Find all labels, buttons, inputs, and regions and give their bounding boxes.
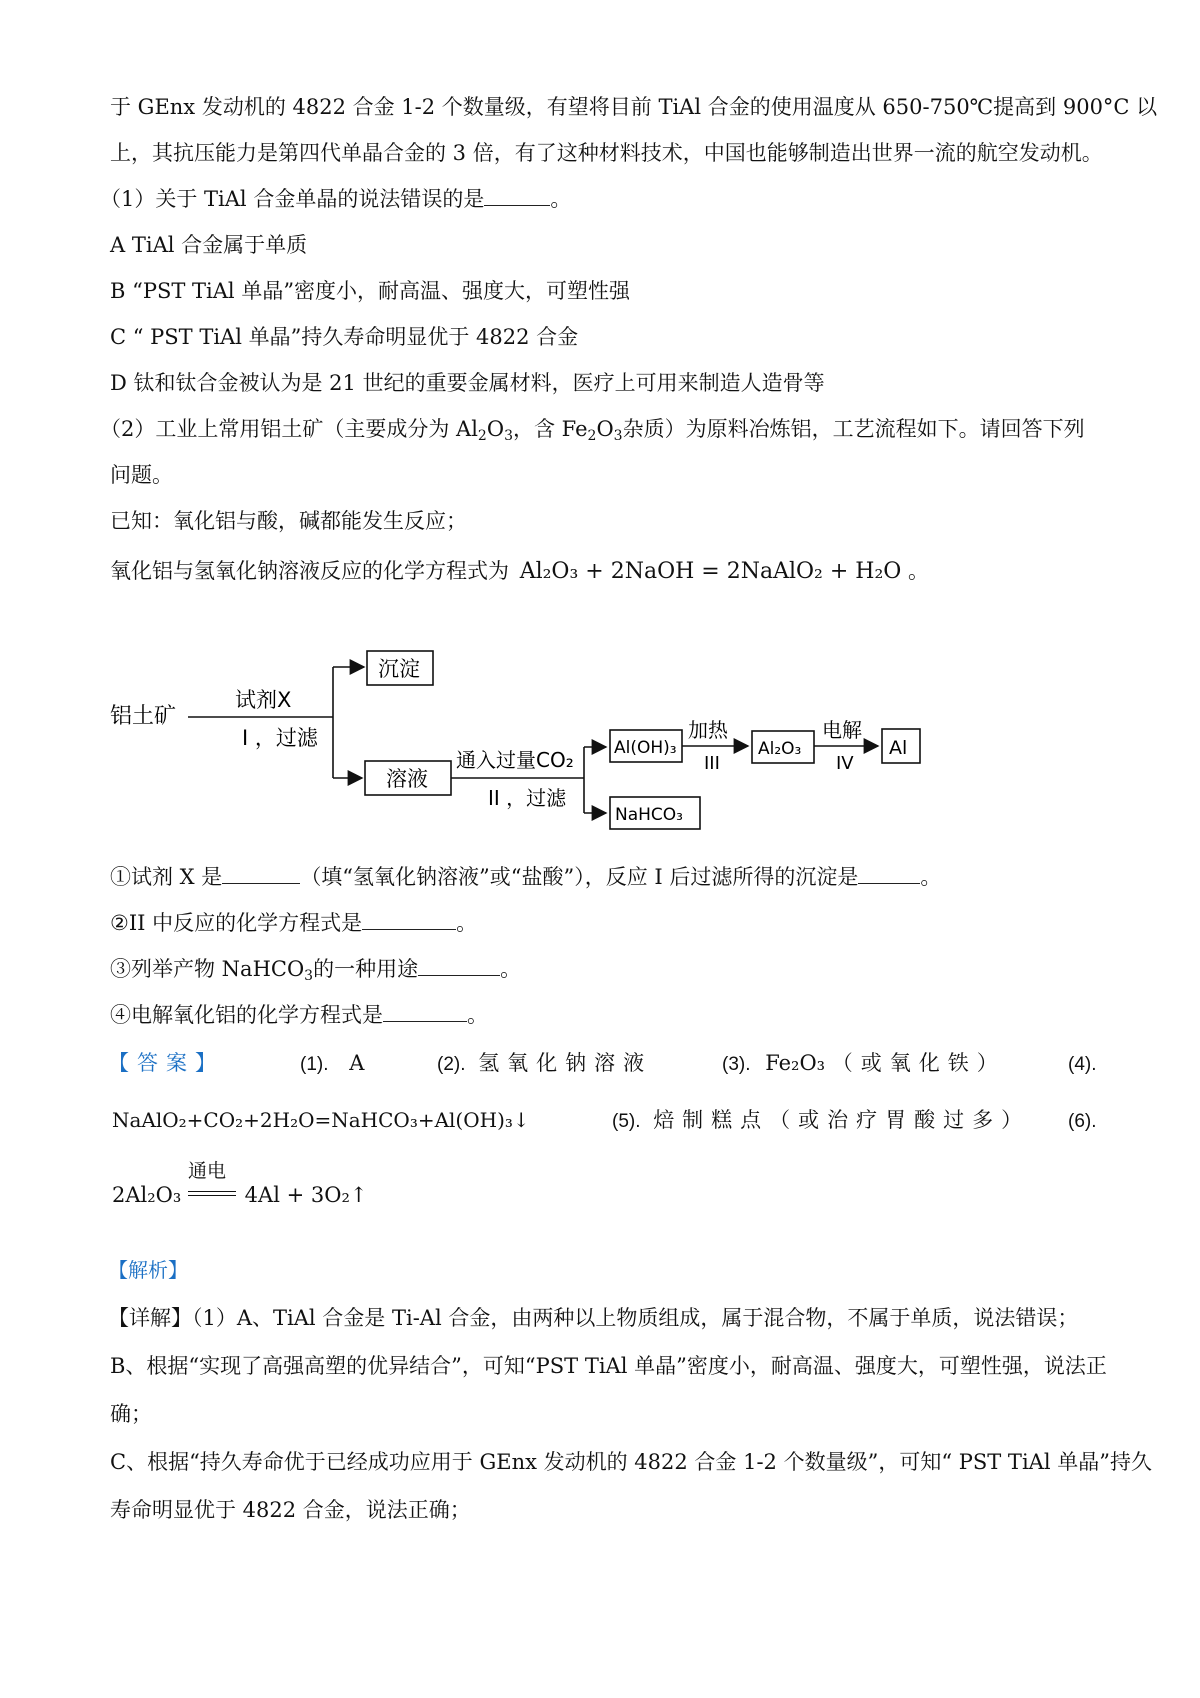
answer-1-number: (1). xyxy=(300,1054,329,1075)
q1-stem-end: 。 xyxy=(550,187,572,211)
subq-4 xyxy=(110,1000,488,1030)
subq-1-blank-precipitate[interactable] xyxy=(858,863,920,884)
answer-3-alt: （或氧化铁） xyxy=(831,1051,1006,1075)
q2-stem-part-e: 杂质）为原料冶炼铝，工艺流程如下。请回答下列 xyxy=(622,417,1085,441)
q2-equation-formula: Al₂O₃ + 2NaOH = 2NaAlO₂ + H₂O xyxy=(519,559,902,584)
q1-option-c: C “ PST TiAl 单晶”持久寿命明显优于 4822 合金 xyxy=(110,325,579,349)
q2-stem-part-a: （2）工业上常用铝土矿（主要成分为 Al xyxy=(100,417,478,441)
subq-3-text-end: 。 xyxy=(500,957,522,981)
analysis-detail-5: 寿命明显优于 4822 合金，说法正确； xyxy=(110,1498,471,1522)
intro-line-1: 于 GEnx 发动机的 4822 合金 1-2 个数量级，有望将目前 TiAl 合金的使用温度从 650-750℃提高到 900°C 以 xyxy=(110,95,1158,119)
answer-5 xyxy=(612,1105,1030,1137)
q1-option-b: B “PST TiAl 单晶”密度小，耐高温、强度大，可塑性强 xyxy=(110,279,631,303)
subq-2-text: ②II 中反应的化学方程式是 xyxy=(110,911,363,935)
answer-6-left: 2Al₂O₃ xyxy=(112,1183,182,1207)
flow-solution-label: 溶液 xyxy=(386,767,428,791)
answer-3 xyxy=(722,1048,1006,1080)
subq-3-blank[interactable] xyxy=(418,955,500,976)
q2-equation-text: 氧化铝与氢氧化钠溶液反应的化学方程式为 xyxy=(110,559,509,583)
flow-heat-label: 加热 xyxy=(688,718,728,742)
answer-1-value: A xyxy=(349,1051,365,1075)
flow-step-3: III xyxy=(704,753,720,774)
answer-5-value: 焙制糕点（或治疗胃酸过多） xyxy=(653,1108,1031,1132)
q2-stem-part-c: ，含 Fe xyxy=(512,417,588,441)
flow-co2-label: 通入过量CO₂ xyxy=(456,748,574,772)
flow-aloh3-label: Al(OH)₃ xyxy=(614,738,677,758)
answer-tag-text: 【答案】 xyxy=(108,1051,224,1075)
q2-stem-part-d: O xyxy=(596,417,614,441)
answer-4: NaAlO₂+CO₂+2H₂O=NaHCO₃+Al(OH)₃↓ xyxy=(112,1108,530,1132)
q1-option-d: D 钛和钛合金被认为是 21 世纪的重要金属材料，医疗上可用来制造人造骨等 xyxy=(110,371,825,395)
subq-1-text-b: （填“氢氧化钠溶液”或“盐酸”），反应 I 后过滤所得的沉淀是 xyxy=(300,865,859,889)
answer-6-right: 4Al + 3O₂↑ xyxy=(244,1183,368,1207)
q2-stem-part-b: O xyxy=(486,417,505,441)
answer-3-value: Fe₂O₃ xyxy=(765,1051,826,1075)
flow-al-label: Al xyxy=(889,737,908,759)
q1-option-a: A TiAl 合金属于单质 xyxy=(110,233,308,257)
q2-stem-line-2: 问题。 xyxy=(110,463,173,487)
analysis-detail-4: C、根据“持久寿命优于已经成功应用于 GEnx 发动机的 4822 合金 1-2 个数量级”，可知“ PST TiAl 单晶”持久 xyxy=(110,1450,1152,1474)
subq-3-text-a: ③列举产物 NaHCO xyxy=(110,957,305,981)
answer-tag xyxy=(108,1048,224,1078)
analysis-detail-1: 【详解】（1）A、TiAl 合金是 Ti-Al 合金，由两种以上物质组成，属于混合物，不属于单质，说法错误； xyxy=(108,1306,1079,1330)
q1-answer-blank[interactable] xyxy=(484,185,550,206)
flow-electrolysis-label: 电解 xyxy=(822,718,862,742)
subq-2-text-end: 。 xyxy=(456,911,478,935)
analysis-detail-3: 确； xyxy=(110,1402,152,1426)
flow-precipitate-label: 沉淀 xyxy=(378,657,420,681)
analysis-detail-2: B、根据“实现了高强高塑的优异结合”，可知“PST TiAl 单晶”密度小，耐高温、强度大，可塑性强，说法正 xyxy=(110,1354,1107,1378)
answer-1 xyxy=(300,1048,364,1080)
answer-5-number: (5). xyxy=(612,1111,641,1132)
answer-3-number: (3). xyxy=(722,1054,751,1075)
intro-line-2: 上，其抗压能力是第四代单晶合金的 3 倍，有了这种材料技术，中国也能够制造出世界一流的航空发动机。 xyxy=(110,141,1103,165)
q2-equation-line xyxy=(110,556,929,587)
flow-reagent-x: 试剂X xyxy=(235,688,292,712)
flow-ore-label: 铝土矿 xyxy=(110,704,177,729)
answer-2 xyxy=(437,1048,652,1080)
flow-step-1: I ，过滤 xyxy=(242,726,318,750)
answer-2-number: (2). xyxy=(437,1054,466,1075)
q2-known: 已知：氧化铝与酸，碱都能发生反应； xyxy=(110,509,467,533)
subq-4-text-end: 。 xyxy=(467,1003,488,1027)
answer-6-number-text: (6). xyxy=(1068,1111,1097,1132)
analysis-tag: 【解析】 xyxy=(108,1258,188,1282)
subq-1-text-end: 。 xyxy=(920,865,942,889)
answer-6-condition: 通电 xyxy=(187,1159,226,1182)
answer-2-value: 氢氧化钠溶液 xyxy=(478,1051,653,1075)
subq-4-text: ④电解氧化铝的化学方程式是 xyxy=(110,1003,383,1027)
answer-4-number xyxy=(1068,1048,1097,1080)
answer-6-condition-sign xyxy=(187,1159,238,1212)
subq-1-blank-reagent[interactable] xyxy=(222,863,300,884)
subq-4-blank[interactable] xyxy=(383,1001,467,1022)
q1-stem xyxy=(100,184,571,214)
subq-2 xyxy=(110,908,477,938)
answer-6 xyxy=(112,1159,368,1212)
q2-stem: （2）工业上常用铝土矿（主要成分为 $Al_2O_3$，含 $Fe_2O_3$杂质）为原料冶炼铝，工艺流程如下。请回答下列 xyxy=(100,417,1085,444)
flow-step-4: IV xyxy=(836,753,854,774)
subq-3: ③列举产物 NaHCO$_3$的一种用途 。 xyxy=(110,957,522,984)
answer-4-number-text: (4). xyxy=(1068,1054,1097,1075)
q2-equation-end: 。 xyxy=(901,559,930,583)
subq-3-text-b: 的一种用途 xyxy=(313,957,419,981)
subq-1-text-a: ①试剂 X 是 xyxy=(110,865,223,889)
subq-1 xyxy=(110,862,941,892)
answer-6-number xyxy=(1068,1105,1097,1137)
q1-stem-text: （1）关于 TiAl 合金单晶的说法错误的是 xyxy=(100,187,485,211)
process-flow-diagram xyxy=(100,645,980,845)
flow-step-2: II ，过滤 xyxy=(488,786,567,810)
flow-al2o3-label: Al₂O₃ xyxy=(758,739,802,759)
flow-nahco3-label: NaHCO₃ xyxy=(615,805,683,825)
subq-2-blank[interactable] xyxy=(362,909,456,930)
